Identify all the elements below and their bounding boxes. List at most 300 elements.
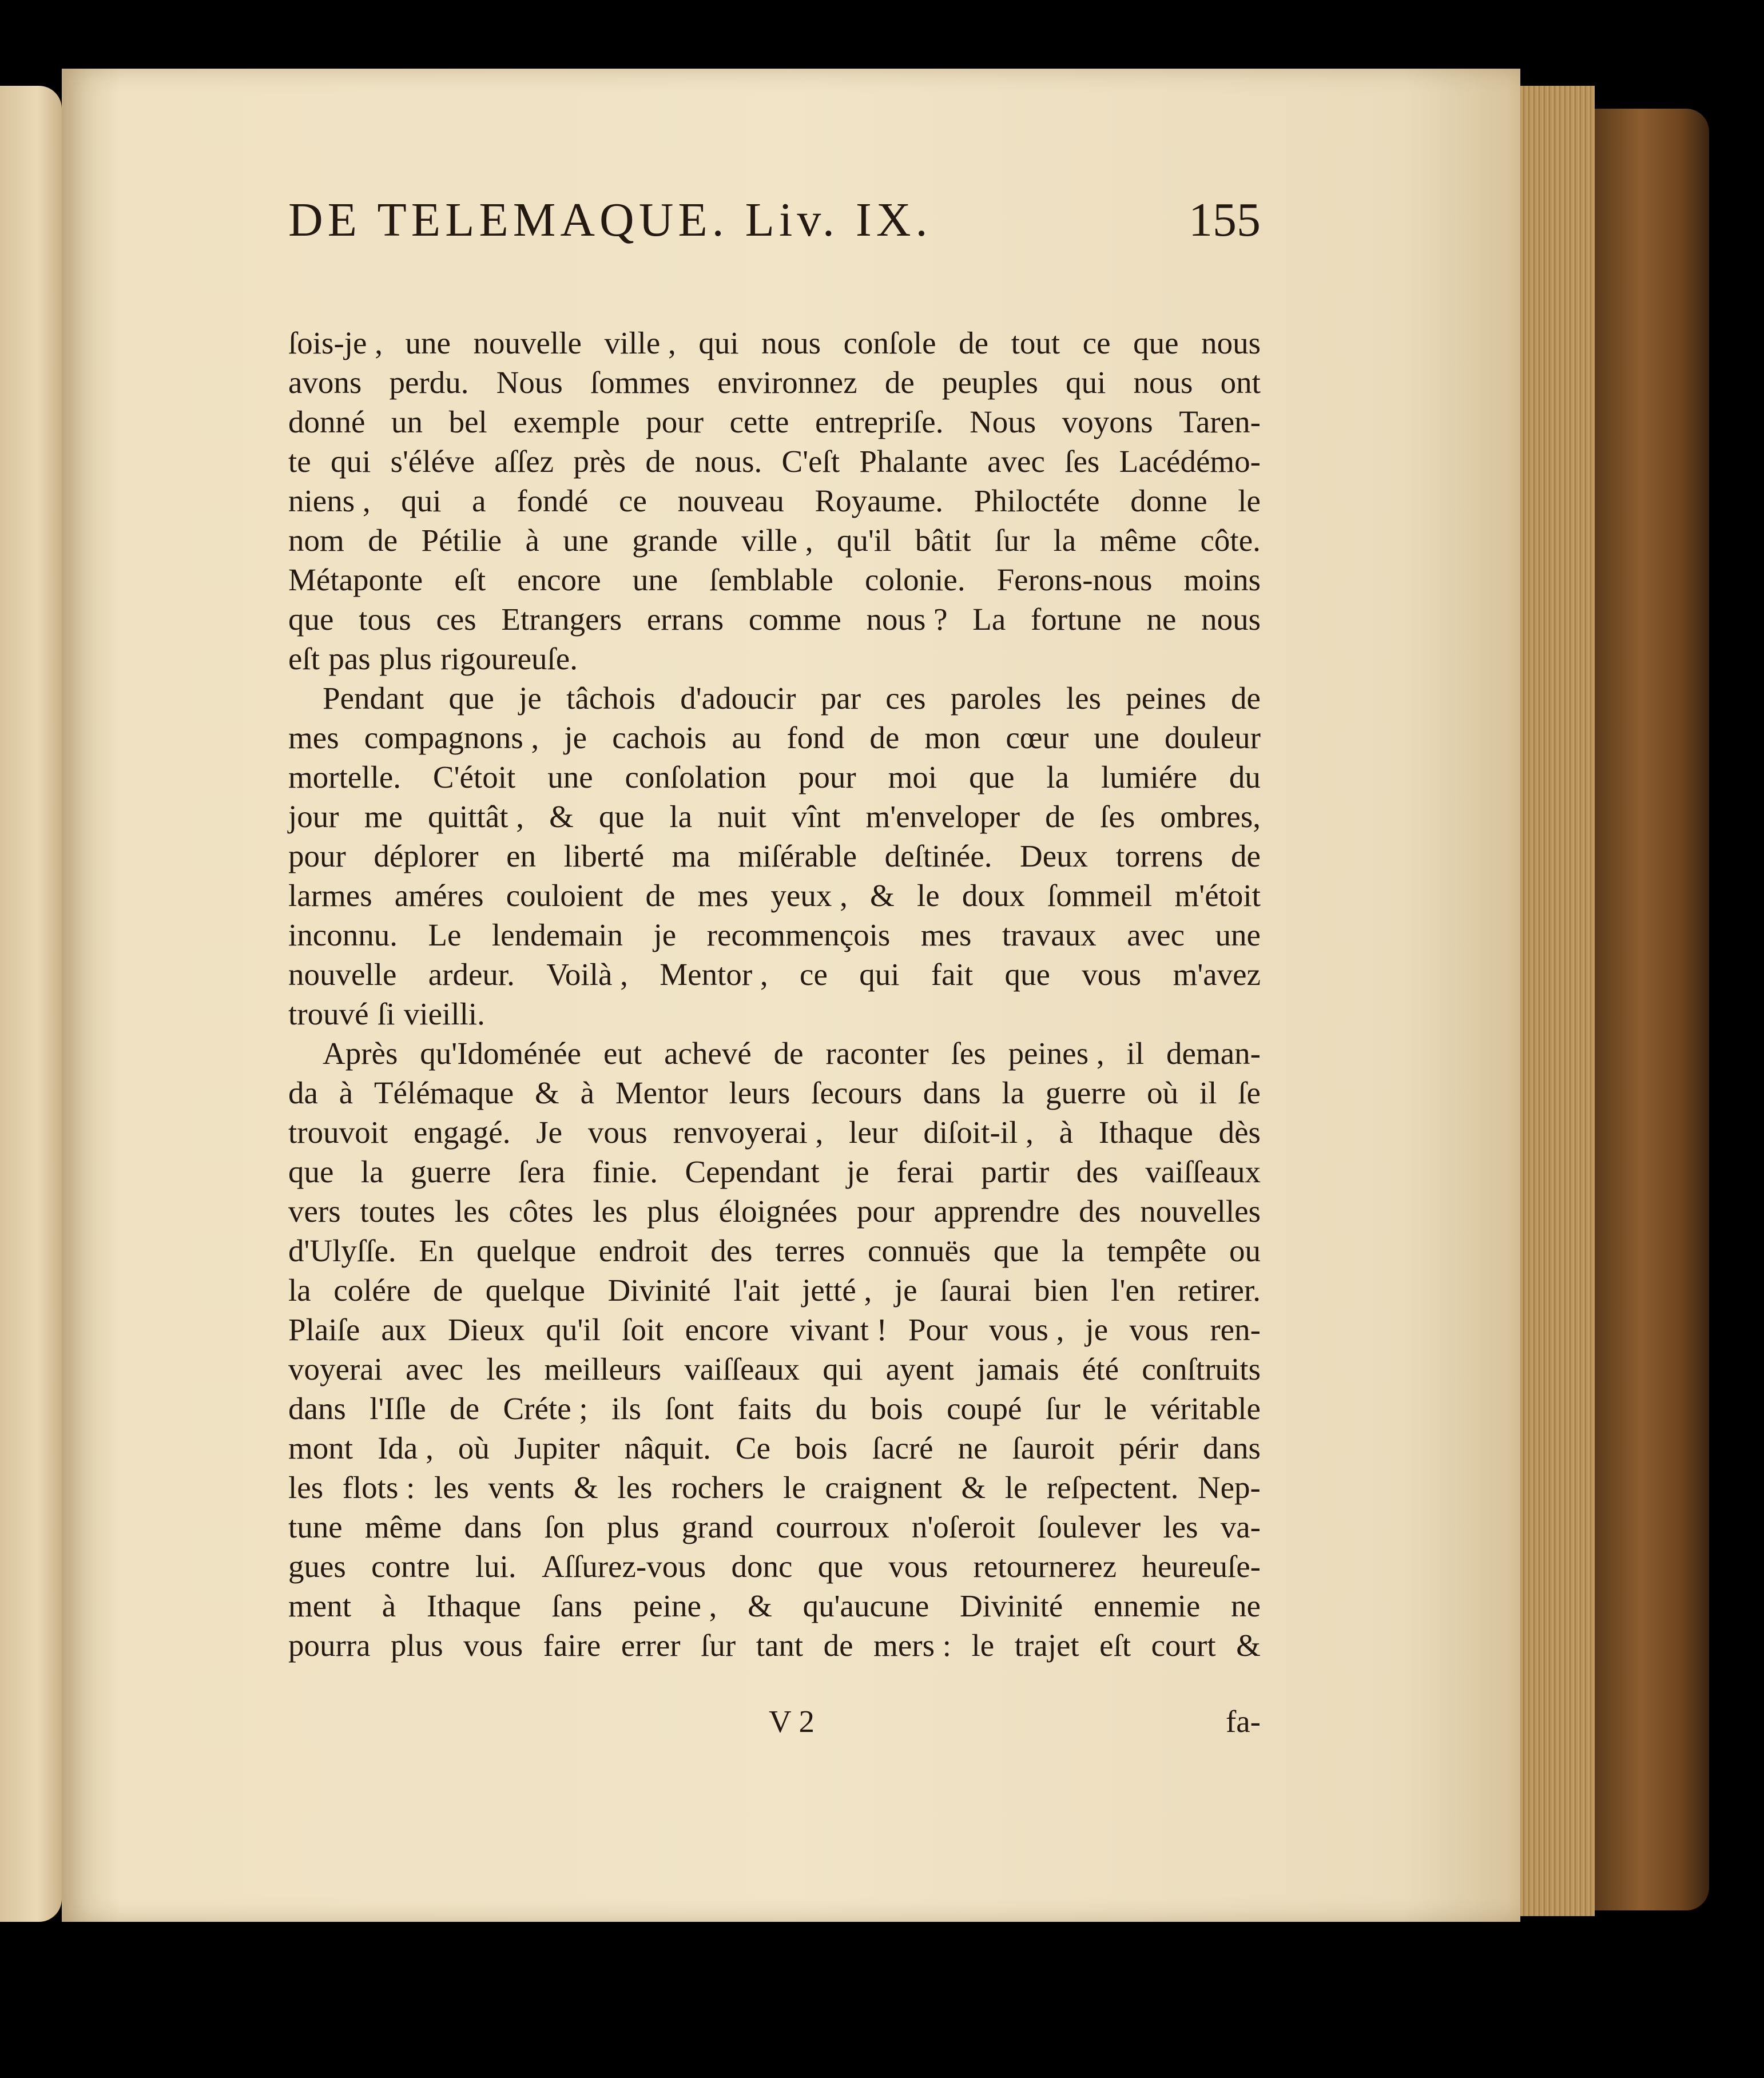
word: cette: [729, 404, 789, 439]
word: lumiére: [1101, 760, 1197, 794]
word: ſauroit: [1012, 1431, 1095, 1465]
word: pas: [328, 641, 371, 676]
word: jamais: [977, 1352, 1059, 1386]
word: raconter: [825, 1036, 929, 1071]
word: Voilà ,: [546, 957, 628, 992]
word: retirer.: [1177, 1273, 1261, 1308]
word: côte.: [1200, 523, 1261, 558]
word: me: [364, 799, 403, 834]
word: donc: [731, 1549, 793, 1584]
word: bien: [1034, 1273, 1088, 1308]
word: de: [645, 444, 676, 479]
word: couloient: [506, 878, 623, 913]
word: ſoulever: [1038, 1509, 1141, 1544]
body-text: [288, 323, 1261, 1665]
word: Ce: [735, 1431, 770, 1465]
word: plus: [391, 1628, 443, 1663]
text-line: [288, 915, 1261, 955]
word: une: [405, 325, 451, 360]
word: mes: [697, 878, 749, 913]
word: je: [653, 917, 677, 952]
word: perdu.: [389, 365, 469, 400]
word: ayent: [885, 1352, 954, 1386]
word: Ithaque: [1098, 1115, 1193, 1150]
word: Ithaque: [426, 1588, 521, 1623]
word: dans: [288, 1391, 346, 1426]
word: &: [961, 1470, 986, 1505]
word: nouveau: [677, 483, 784, 518]
word: nous ?: [866, 602, 948, 637]
word: tâchois: [566, 681, 655, 716]
word: Mentor: [615, 1075, 708, 1110]
word: &: [870, 878, 895, 913]
word: voyerai: [288, 1352, 383, 1386]
word: ment: [288, 1588, 351, 1623]
word: bel: [448, 404, 487, 439]
word: exemple: [513, 404, 620, 439]
word: de: [1045, 799, 1075, 834]
word: que: [993, 1233, 1039, 1268]
word: ſaurai: [940, 1273, 1012, 1308]
word: ne: [1146, 602, 1177, 637]
word: ce: [619, 483, 647, 518]
word: vous: [587, 1115, 647, 1150]
word: trouvé: [288, 996, 369, 1031]
word: tempête: [1107, 1233, 1207, 1268]
word: qui: [823, 1352, 863, 1386]
word: des: [1076, 1154, 1119, 1189]
word: ont: [1220, 365, 1261, 400]
word: eſt: [454, 562, 486, 597]
word: vous: [1129, 1312, 1189, 1347]
word: &: [535, 1075, 559, 1110]
word: à: [339, 1075, 353, 1110]
text-line: [288, 560, 1261, 599]
word: vents: [488, 1470, 555, 1505]
text-line: [288, 1507, 1261, 1547]
word: où: [458, 1431, 490, 1465]
word: voyons: [1062, 404, 1153, 439]
text-line: [288, 1034, 1261, 1073]
word: je: [847, 1154, 869, 1189]
word: qui: [401, 483, 442, 518]
text-line: [288, 1112, 1261, 1152]
word: Phalante: [859, 444, 968, 479]
word: ferai: [896, 1154, 954, 1189]
word: pour: [646, 404, 704, 439]
text-line: [288, 718, 1261, 757]
word: te: [288, 444, 311, 479]
word: contre: [371, 1549, 450, 1584]
word: ſon: [544, 1509, 585, 1544]
facing-page-edge: [0, 86, 62, 1922]
word: Philoctéte: [974, 483, 1100, 518]
word: ſur: [1045, 1391, 1080, 1426]
word: retournerez: [973, 1549, 1117, 1584]
word: larmes: [288, 878, 372, 913]
word: bâtit: [915, 523, 971, 558]
word: l'en: [1111, 1273, 1155, 1308]
word: au: [732, 720, 762, 755]
word: Pour: [908, 1312, 968, 1347]
word: achevé: [664, 1036, 752, 1071]
word: travaux: [1002, 917, 1096, 952]
word: que: [1004, 957, 1050, 992]
word: connuës: [867, 1233, 971, 1268]
word: &: [549, 799, 574, 834]
word: Nep-: [1197, 1470, 1261, 1505]
word: ma: [672, 839, 710, 873]
word: ſes: [1064, 444, 1100, 479]
word: le: [1004, 1470, 1028, 1505]
word: Aſſurez-vous: [542, 1549, 706, 1584]
word: miſérable: [738, 839, 857, 873]
word: guerre: [1045, 1075, 1126, 1110]
word: une: [632, 562, 678, 597]
word: côtes: [508, 1194, 574, 1229]
word: une: [563, 523, 609, 558]
word: même: [1099, 523, 1177, 558]
word: &: [574, 1470, 598, 1505]
word: ils: [611, 1391, 642, 1426]
text-line: [288, 1073, 1261, 1112]
word: pour: [288, 839, 346, 873]
word: éloignées: [718, 1194, 838, 1229]
word: renvoyerai ,: [673, 1115, 824, 1150]
word: ren-: [1210, 1312, 1261, 1347]
word: pour: [798, 760, 856, 794]
word: cœur: [1006, 720, 1069, 755]
word: d'adoucir: [680, 681, 796, 716]
word: les: [617, 1470, 653, 1505]
text-line: [288, 1152, 1261, 1191]
word: lendemain: [491, 917, 623, 952]
word: Je: [536, 1115, 563, 1150]
text-line: [288, 757, 1261, 797]
word: en: [506, 839, 537, 873]
word: le: [1238, 483, 1261, 518]
word: les: [593, 1194, 628, 1229]
word: La: [972, 602, 1006, 637]
word: torrens: [1115, 839, 1203, 873]
word: Plaiſe: [288, 1312, 360, 1347]
word: apprendre: [933, 1194, 1060, 1229]
word: ſecours: [811, 1075, 902, 1110]
word: terres: [775, 1233, 845, 1268]
text-line: [288, 1626, 1261, 1665]
word: cachois: [612, 720, 707, 755]
word: de: [368, 523, 398, 558]
word: Royaume.: [815, 483, 943, 518]
word: le: [916, 878, 940, 913]
text-line: [288, 1231, 1261, 1270]
word: mers :: [873, 1628, 952, 1663]
word: la: [288, 1273, 311, 1308]
word: dans: [923, 1075, 981, 1110]
word: nuit: [717, 799, 766, 834]
word: ſommes: [590, 365, 690, 400]
word: nâquit.: [624, 1431, 711, 1465]
word: du: [1229, 760, 1261, 794]
word: fondé: [517, 483, 589, 518]
word: qu'il: [546, 1312, 601, 1347]
word: moins: [1183, 562, 1261, 597]
word: mont: [288, 1431, 353, 1465]
word: avons: [288, 365, 362, 400]
word: entrepriſe.: [815, 404, 944, 439]
word: donne: [1130, 483, 1207, 518]
word: avec: [987, 444, 1045, 479]
word: craignent: [825, 1470, 942, 1505]
text-line: [288, 678, 1261, 718]
word: déplorer: [374, 839, 479, 873]
text-line: [288, 323, 1261, 363]
word: nous: [761, 325, 821, 360]
word: finie.: [592, 1154, 658, 1189]
word: Créte ;: [503, 1391, 588, 1426]
word: il: [1199, 1075, 1217, 1110]
word: errer: [621, 1628, 681, 1663]
word: ombres,: [1160, 799, 1261, 834]
word: ſoit: [622, 1312, 664, 1347]
page-fore-edge: [1520, 86, 1595, 1916]
text-line: [288, 955, 1261, 994]
word: véritable: [1150, 1391, 1261, 1426]
word: fortune: [1030, 602, 1122, 637]
word: guerre: [410, 1154, 491, 1189]
word: pour: [856, 1194, 915, 1229]
word: Ferons-nous: [996, 562, 1153, 597]
word: a: [472, 483, 486, 518]
word: tune: [288, 1509, 343, 1544]
word: deſtinée.: [884, 839, 992, 873]
word: tant: [756, 1628, 804, 1663]
word: Dieux: [447, 1312, 525, 1347]
text-line: [288, 1428, 1261, 1468]
word: eſt: [1099, 1628, 1131, 1663]
word: ſe: [1238, 1075, 1261, 1110]
word: une: [1215, 917, 1261, 952]
word: la: [1046, 760, 1070, 794]
text-line: [288, 1547, 1261, 1586]
word: les: [486, 1352, 522, 1386]
word: la: [1002, 1075, 1025, 1110]
word: environnez: [717, 365, 857, 400]
word: nous.: [694, 444, 762, 479]
word: des: [710, 1233, 753, 1268]
word: faire: [543, 1628, 601, 1663]
word: lui.: [475, 1549, 517, 1584]
word: ville ,: [741, 523, 813, 558]
text-line: [288, 363, 1261, 402]
word: faits: [737, 1391, 792, 1426]
word: peine ,: [633, 1588, 717, 1623]
word: leurs: [729, 1075, 790, 1110]
word: ſois-je ,: [288, 325, 383, 360]
word: ſi: [377, 996, 395, 1031]
word: les: [288, 1470, 324, 1505]
word: Divinité: [607, 1273, 711, 1308]
word: ſur: [701, 1628, 736, 1663]
word: engagé.: [413, 1115, 511, 1150]
word: flots :: [342, 1470, 415, 1505]
word: colére: [333, 1273, 411, 1308]
word: tous: [359, 602, 411, 637]
word: plus: [606, 1509, 659, 1544]
word: Nous: [496, 365, 563, 400]
word: quelque: [485, 1273, 585, 1308]
word: courroux: [776, 1509, 889, 1544]
text-line: [288, 521, 1261, 560]
word: encore: [517, 562, 601, 597]
word: Le: [428, 917, 462, 952]
word: ce: [1082, 325, 1111, 360]
word: ennemie: [1094, 1588, 1201, 1623]
word: douleur: [1164, 720, 1261, 755]
word: m'enveloper: [865, 799, 1020, 834]
word: de: [1231, 681, 1261, 716]
word: conſole: [843, 325, 936, 360]
word: leur: [849, 1115, 898, 1150]
page-footer: [288, 1699, 1261, 1745]
word: que: [598, 799, 645, 834]
word: les: [1066, 681, 1101, 716]
word: les: [1163, 1509, 1198, 1544]
word: ces: [885, 681, 926, 716]
word: nous: [1201, 325, 1261, 360]
word: ſont: [665, 1391, 714, 1426]
word: de: [450, 1391, 480, 1426]
word: vous: [888, 1549, 948, 1584]
word: inconnu.: [288, 917, 398, 952]
word: &: [748, 1588, 772, 1623]
word: s'éléve: [390, 444, 475, 479]
word: de: [433, 1273, 463, 1308]
word: court: [1151, 1628, 1216, 1663]
word: à: [1059, 1115, 1074, 1150]
word: C'étoit: [432, 760, 516, 794]
word: nom: [288, 523, 344, 558]
word: de: [773, 1036, 804, 1071]
word: avec: [406, 1352, 463, 1386]
word: Pétilie: [421, 523, 502, 558]
word: Télémaque: [374, 1075, 514, 1110]
word: vers: [288, 1194, 341, 1229]
word: nouvelle: [288, 957, 397, 992]
word: Cependant: [685, 1154, 820, 1189]
word: ſes: [951, 1036, 986, 1071]
text-line: [288, 639, 1261, 678]
word: errans: [646, 602, 724, 637]
word: Deux: [1020, 839, 1088, 873]
word: ne: [1231, 1588, 1261, 1623]
word: périr: [1119, 1431, 1179, 1465]
word: peuples: [941, 365, 1038, 400]
word: ces: [436, 602, 476, 637]
word: Etrangers: [501, 602, 622, 637]
word: vaiſſeaux: [1145, 1154, 1261, 1189]
word: améres: [394, 878, 484, 913]
word: dès: [1218, 1115, 1261, 1150]
word: nouvelles: [1140, 1194, 1261, 1229]
word: que: [969, 760, 1015, 794]
word: ville ,: [604, 325, 676, 360]
word: n'oſeroit: [911, 1509, 1015, 1544]
word: grand: [681, 1509, 753, 1544]
word: ne: [958, 1431, 988, 1465]
word: il: [1126, 1036, 1145, 1071]
word: fait: [931, 957, 974, 992]
text-line: [288, 1191, 1261, 1231]
word: où: [1147, 1075, 1179, 1110]
word: l'Iſle: [370, 1391, 426, 1426]
text-line: [288, 1586, 1261, 1626]
word: ſes: [1100, 799, 1135, 834]
word: que: [288, 1154, 334, 1189]
word: Jupiter: [514, 1431, 600, 1465]
word: qui: [859, 957, 900, 992]
word: pourra: [288, 1628, 371, 1663]
word: donné: [288, 404, 365, 439]
word: doux: [962, 878, 1025, 913]
word: conſolation: [625, 760, 766, 794]
text-line: [288, 836, 1261, 876]
page-number: 155: [1189, 193, 1261, 247]
word: de: [823, 1628, 853, 1663]
word: bois: [870, 1391, 923, 1426]
word: près: [573, 444, 626, 479]
word: une: [1094, 720, 1139, 755]
word: endroit: [598, 1233, 688, 1268]
word: rochers: [671, 1470, 764, 1505]
word: qui: [698, 325, 739, 360]
word: le: [783, 1470, 806, 1505]
word: d'Ulyſſe.: [288, 1233, 396, 1268]
word: jetté ,: [802, 1273, 872, 1308]
word: En: [419, 1233, 454, 1268]
word: dans: [1203, 1431, 1261, 1465]
word: tout: [1011, 325, 1060, 360]
word: diſoit-il ,: [923, 1115, 1034, 1150]
text-line: [288, 1389, 1261, 1428]
word: la: [669, 799, 693, 834]
word: de: [959, 325, 988, 360]
text-line: [288, 442, 1261, 481]
running-head: [288, 189, 1261, 257]
running-head-title: DE TELEMAQUE. Liv. IX.: [288, 193, 932, 247]
word: à: [580, 1075, 594, 1110]
word: nous: [1133, 365, 1193, 400]
word: vaiſſeaux: [684, 1352, 800, 1386]
text-line: [288, 1468, 1261, 1507]
word: même: [364, 1509, 442, 1544]
word: conſtruits: [1142, 1352, 1261, 1386]
word: partir: [981, 1154, 1050, 1189]
word: une: [547, 760, 593, 794]
word: dans: [464, 1509, 522, 1544]
word: le: [1104, 1391, 1127, 1426]
text-line: [288, 481, 1261, 521]
word: par: [820, 681, 861, 716]
word: Pendant: [323, 681, 424, 716]
word: quelque: [476, 1233, 577, 1268]
word: ſera: [518, 1154, 566, 1189]
text-line: [288, 797, 1261, 836]
word: da: [288, 1075, 318, 1110]
word: rigoureuſe.: [440, 641, 578, 676]
word: plus: [647, 1194, 700, 1229]
word: heureuſe-: [1142, 1549, 1261, 1584]
